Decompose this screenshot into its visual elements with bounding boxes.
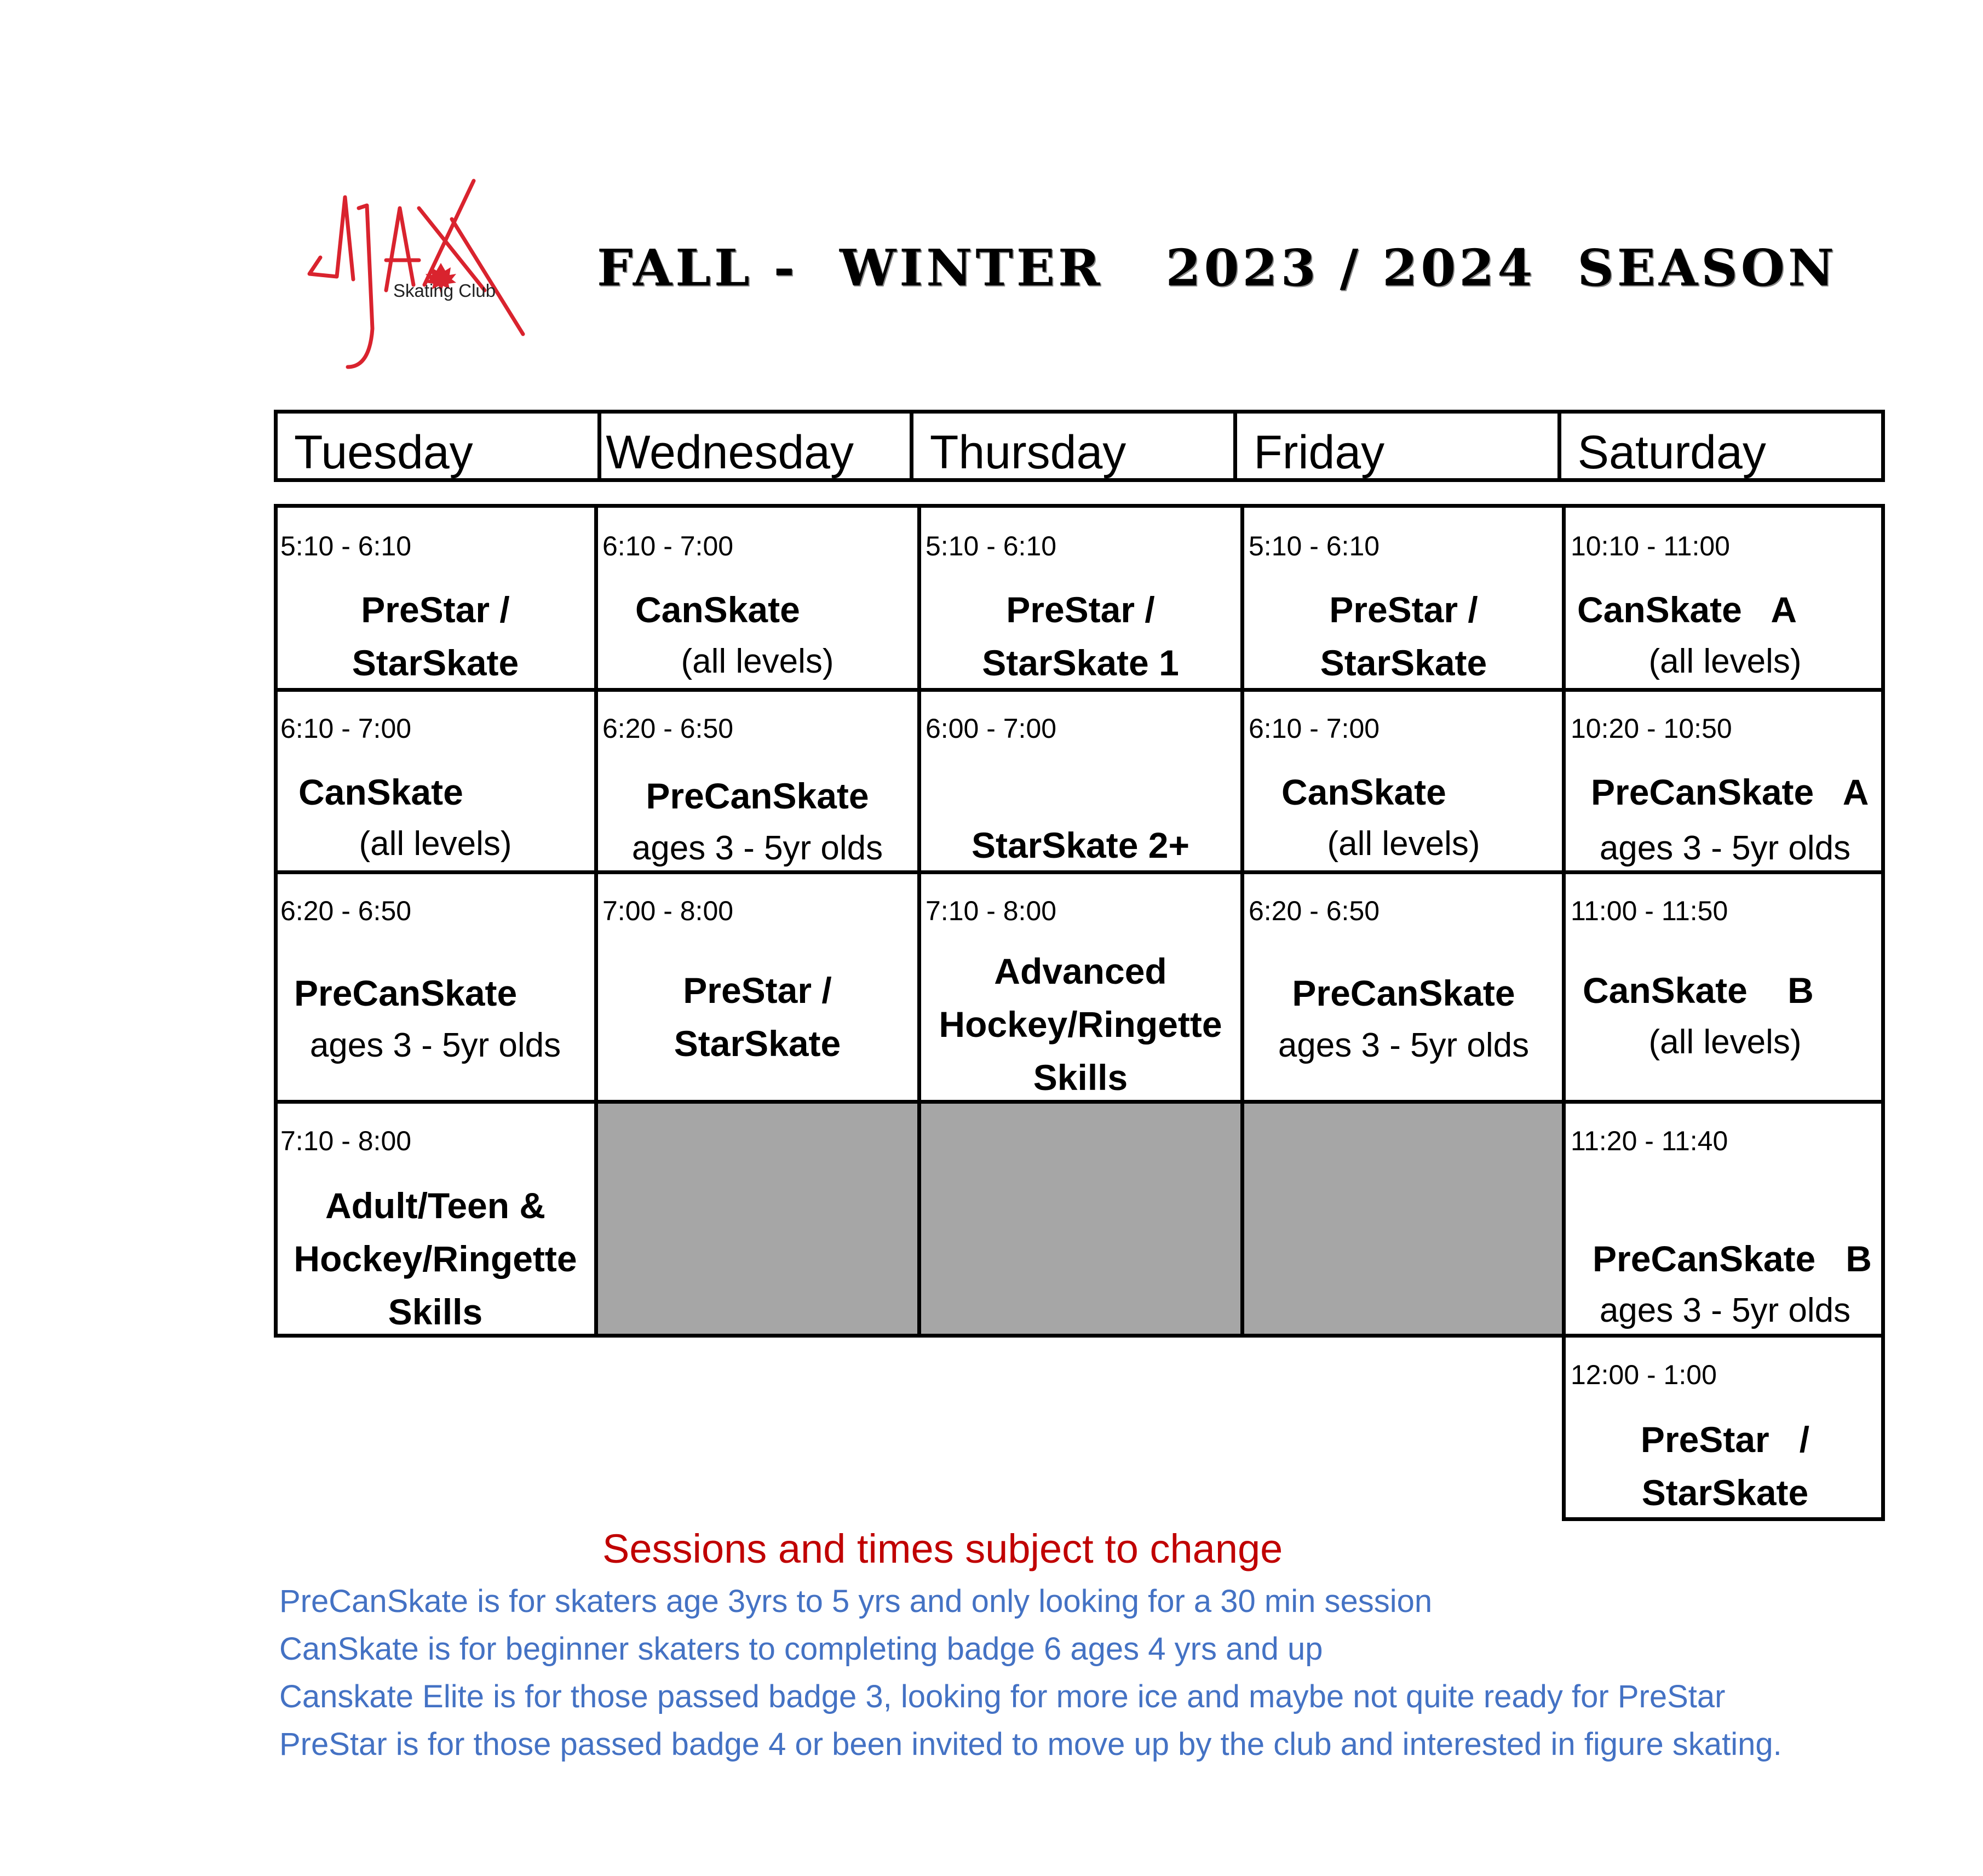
session-time: 7:10 - 8:00	[926, 896, 1057, 926]
session-program: StarSkate 1	[982, 642, 1179, 683]
note-line: PreStar is for those passed badge 4 or been invited to move up by the club and interested in figure skating.	[279, 1726, 1782, 1762]
change-notice: Sessions and times subject to change	[602, 1526, 1283, 1571]
session-program: Hockey/Ringette	[294, 1238, 577, 1279]
session-program: PreCanSkate	[294, 973, 518, 1013]
session-detail: (all levels)	[1648, 1023, 1802, 1061]
session-time: 6:00 - 7:00	[926, 713, 1057, 744]
session-program: CanSkate B	[1583, 970, 1814, 1011]
session-program: StarSkate	[674, 1023, 841, 1064]
empty-cell-thursday	[921, 1102, 1240, 1334]
session-time: 12:00 - 1:00	[1571, 1359, 1717, 1390]
session-program: PreStar /	[1006, 589, 1155, 630]
day-header-tuesday: Tuesday	[278, 414, 601, 478]
session-program: CanSkate	[1281, 772, 1446, 812]
note-line: Canskate Elite is for those passed badge 3, looking for more ice and maybe not quite ready for PreStar	[279, 1679, 1726, 1714]
session-detail: ages 3 - 5yr olds	[309, 1026, 561, 1064]
session-time: 6:20 - 6:50	[602, 713, 734, 744]
session-detail: (all levels)	[359, 825, 512, 863]
session-time: 6:10 - 7:00	[1249, 713, 1380, 744]
session-program: Hockey/Ringette	[939, 1004, 1222, 1045]
session-program: CanSkate	[298, 772, 463, 812]
session-program: PreCanSkate B	[1593, 1238, 1872, 1279]
grid-line	[274, 1100, 1885, 1104]
day-header-row	[274, 410, 1885, 482]
session-program: Adult/Teen &	[325, 1185, 546, 1226]
session-time: 11:20 - 11:40	[1571, 1126, 1728, 1156]
session-time: 6:20 - 6:50	[1249, 896, 1380, 926]
session-program: PreCanSkate	[1292, 973, 1515, 1013]
grid-line	[274, 1334, 1885, 1338]
session-time: 11:00 - 11:50	[1571, 896, 1728, 926]
session-detail: ages 3 - 5yr olds	[631, 829, 883, 867]
session-program: PreCanSkate A	[1591, 772, 1869, 812]
session-program: Advanced	[994, 951, 1167, 991]
session-program: PreStar /	[1640, 1419, 1810, 1460]
session-detail: (all levels)	[681, 642, 834, 680]
day-header-wednesday: Wednesday	[601, 414, 913, 478]
empty-cell-friday	[1244, 1102, 1564, 1334]
session-program: StarSkate 2+	[971, 825, 1190, 865]
session-program: PreStar /	[1329, 589, 1478, 630]
session-time: 5:10 - 6:10	[1249, 531, 1380, 561]
empty-cell-wednesday	[597, 1102, 917, 1334]
day-header-thursday: Thursday	[913, 414, 1237, 478]
day-header-friday: Friday	[1237, 414, 1561, 478]
session-time: 6:10 - 7:00	[280, 713, 412, 744]
note-line: PreCanSkate is for skaters age 3yrs to 5 yrs and only looking for a 30 min session	[279, 1584, 1433, 1619]
session-detail: ages 3 - 5yr olds	[1278, 1026, 1530, 1064]
session-time: 10:10 - 11:00	[1571, 531, 1730, 561]
grid-line	[274, 504, 1885, 508]
note-line: CanSkate is for beginner skaters to completing badge 6 ages 4 yrs and up	[279, 1631, 1323, 1667]
day-header-saturday: Saturday	[1577, 426, 1766, 479]
session-detail: (all levels)	[1327, 825, 1480, 863]
session-time: 7:00 - 8:00	[602, 896, 734, 926]
session-program: CanSkate A	[1577, 589, 1797, 630]
grid-line	[917, 504, 921, 1338]
session-time: 7:10 - 8:00	[280, 1126, 412, 1156]
grid-line	[274, 870, 1885, 874]
session-program: PreCanSkate	[646, 776, 869, 816]
grid-line	[1562, 1517, 1885, 1521]
page-title: FALL - WINTER 2023 / 2024 SEASON	[597, 238, 1837, 297]
session-program: CanSkate	[635, 589, 800, 630]
session-program: Skills	[388, 1292, 483, 1332]
grid-line	[1240, 504, 1244, 1338]
session-detail: ages 3 - 5yr olds	[1599, 829, 1851, 867]
logo-subtitle: Skating Club	[393, 280, 496, 301]
session-program: Skills	[1033, 1057, 1128, 1098]
session-time: 5:10 - 6:10	[926, 531, 1057, 561]
session-program: PreStar /	[683, 970, 832, 1011]
session-program: PreStar /	[361, 589, 510, 630]
session-time: 6:20 - 6:50	[280, 896, 412, 926]
session-time: 6:10 - 7:00	[602, 531, 734, 561]
grid-line	[274, 688, 1885, 692]
session-program: StarSkate	[1320, 642, 1487, 683]
session-program: StarSkate	[1641, 1472, 1809, 1513]
session-detail: ages 3 - 5yr olds	[1599, 1292, 1851, 1329]
session-program: StarSkate	[352, 642, 519, 683]
session-detail: (all levels)	[1648, 642, 1802, 680]
club-logo	[304, 164, 545, 378]
session-time: 10:20 - 10:50	[1571, 713, 1732, 744]
session-time: 5:10 - 6:10	[280, 531, 412, 561]
